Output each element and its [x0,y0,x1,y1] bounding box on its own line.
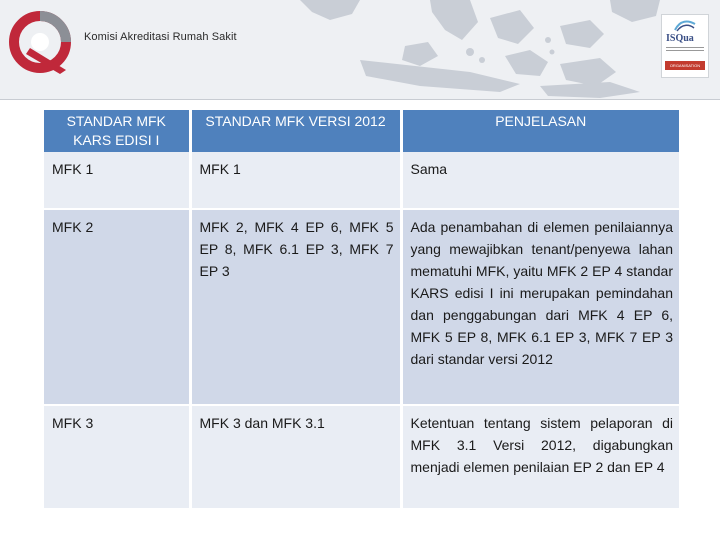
isqua-subtitle-lines [666,46,704,53]
cell-versi-2012: MFK 1 [190,152,401,209]
column-header-versi-2012: STANDAR MFK VERSI 2012 [190,110,401,152]
cell-penjelasan: Ada penambahan di elemen penilaiannya yang mewajibkan tenant/penyewa lahan mematuhi MFK, yaitu MFK 2 EP 4 standar KARS edisi I ini merupakan pemindahan dan penggabungan dari MFK 4 EP 6, MFK 5 EP 8, MFK 6.1 EP 3, MFK 7 EP 3 dari standar versi 2012 [401,209,679,405]
isqua-logo-icon [661,14,709,78]
table-header-row [44,110,679,152]
isqua-badge: ORGANISATION [665,61,705,70]
cell-kars-edisi: MFK 1 [44,152,190,209]
table-row [44,152,679,209]
kars-logo-icon [6,8,76,78]
table-row [44,209,679,405]
isqua-logo-text: ISQua [666,33,694,44]
org-name: Komisi Akreditasi Rumah Sakit [84,31,237,43]
cell-kars-edisi: MFK 3 [44,405,190,509]
cell-versi-2012: MFK 3 dan MFK 3.1 [190,405,401,509]
cell-versi-2012: MFK 2, MFK 4 EP 6, MFK 5 EP 8, MFK 6.1 EP 3, MFK 7 EP 3 [190,209,401,405]
comparison-table [44,110,679,510]
table-row [44,405,679,509]
column-header-penjelasan: PENJELASAN [401,110,679,152]
cell-penjelasan: Ketentuan tentang sistem pelaporan di MFK 3.1 Versi 2012, digabungkan menjadi elemen penilaian EP 2 dan EP 4 [401,405,679,509]
isqua-mark-icon [674,18,696,32]
cell-penjelasan: Sama [401,152,679,209]
header-band [0,0,720,100]
indonesia-map-icon [0,0,720,100]
cell-kars-edisi: MFK 2 [44,209,190,405]
header-divider [0,99,720,100]
column-header-kars-edisi: STANDAR MFK KARS EDISI I [44,110,190,152]
